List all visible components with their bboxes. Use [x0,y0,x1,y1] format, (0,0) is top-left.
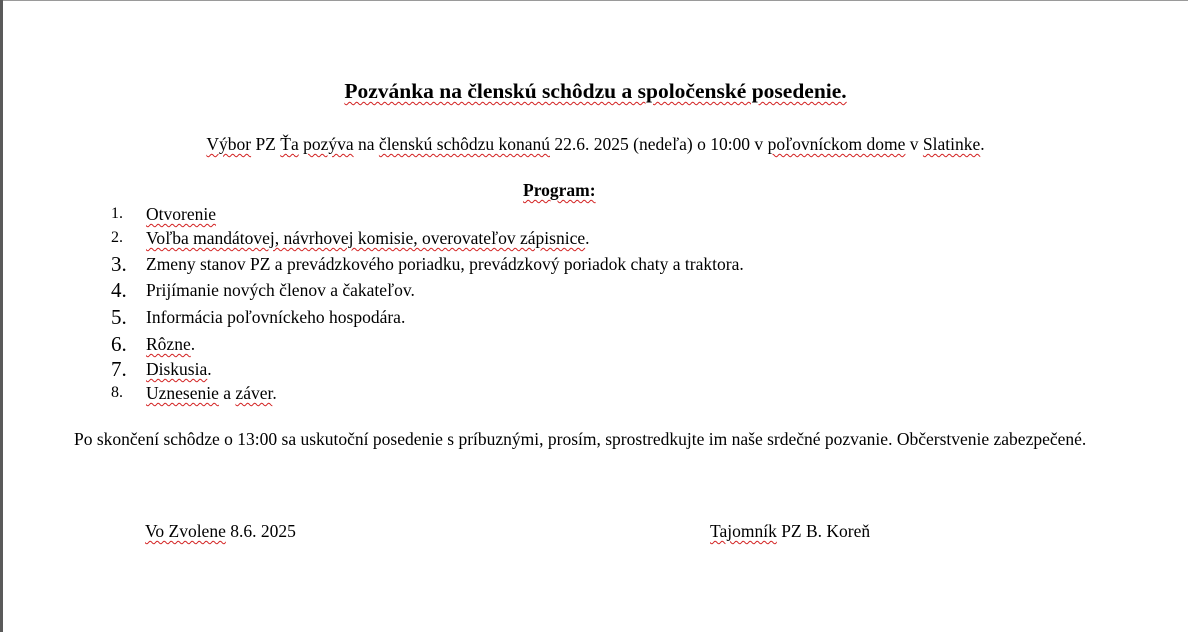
program-heading [523,179,596,201]
intro-word: členskú schôdzu konanú [378,134,550,154]
title-text: Pozvánka na členskú schôdzu a spoločenské posedenie. [344,79,847,103]
agenda-number: 1. [111,205,123,222]
agenda-number: 6. [111,332,127,356]
agenda-number: 8. [111,384,123,401]
intro-word: Výbor [206,134,252,154]
agenda-text: Rôzne [146,334,191,354]
date-text: 8.6. 2025 [225,521,296,541]
intro-text: 22.6. 2025 (nedeľa) o 10:00 v [550,134,768,154]
agenda-text: . [190,334,196,354]
agenda-text: . [207,359,212,379]
intro-word: poľovníckom dome [767,134,906,154]
program-heading-text: Program: [523,180,596,200]
agenda-text: Prijímanie nových členov a čakateľov. [146,280,415,300]
intro-text: v [905,134,923,154]
agenda-text: . [272,383,277,403]
intro-paragraph [3,133,1188,155]
agenda-text: záver [235,383,273,403]
signature-name: PZ B. Koreň [776,521,871,541]
agenda-text: Informácia poľovníckeho hospodára. [146,307,406,327]
intro-text: . [980,134,985,154]
intro-text: na [353,134,379,154]
intro-word: Slatinke [922,134,981,154]
agenda-text: Otvorenie [146,204,216,224]
closing-paragraph: Po skončení schôdze o 13:00 sa uskutoční posedenie s príbuznými, prosím, sprostredkujte im naše srdečné pozvanie. Občerstvenie zabezpečené. [74,429,1087,449]
agenda-text: Voľba mandátovej, návrhovej komisie, overovateľov zápisnice [146,228,586,248]
intro-text: PZ [251,134,281,154]
agenda-number: 3. [111,252,127,276]
signature-line [710,519,870,543]
document-title [3,78,1188,104]
intro-word: pozýva [303,134,354,154]
agenda-number: 2. [111,229,123,246]
document-page[interactable] [3,1,1188,632]
signature-role: Tajomník [710,521,777,541]
intro-word: Ťa [280,134,299,154]
agenda-text: . [585,228,590,248]
agenda-text: Diskusia [146,359,208,379]
agenda-number: 7. [111,357,127,381]
agenda-text: a [218,383,236,403]
agenda-text: Zmeny stanov PZ a prevádzkového poriadku, prevádzkový poriadok chaty a traktora. [146,254,744,274]
place-text: Vo Zvolene [145,521,226,541]
place-and-date [145,519,296,543]
agenda-text: Uznesenie [146,383,219,403]
agenda-number: 5. [111,305,127,329]
agenda-number: 4. [111,278,127,302]
